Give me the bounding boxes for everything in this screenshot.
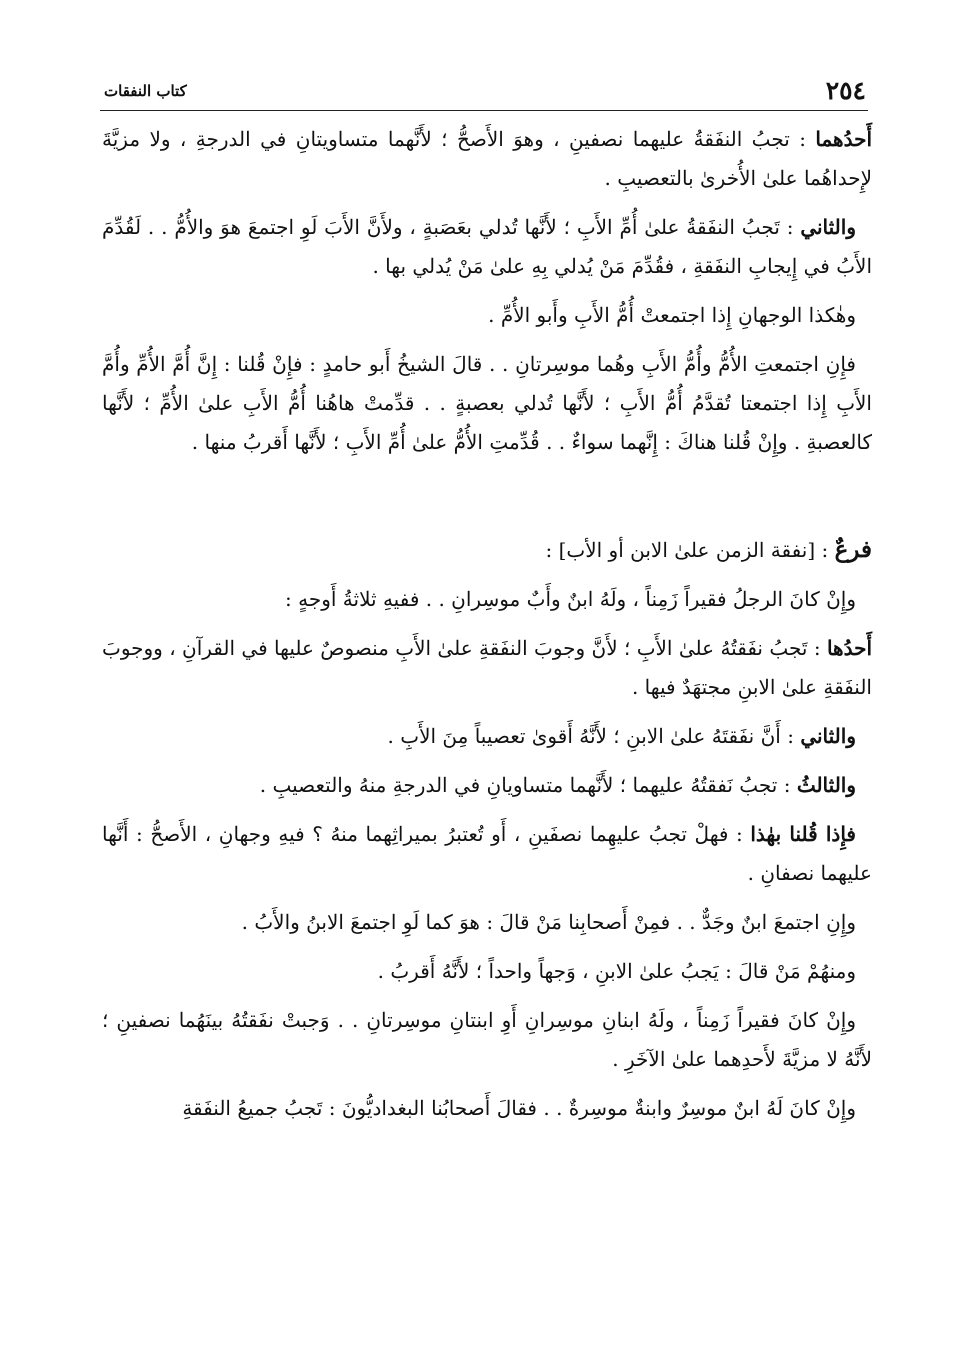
paragraph (102, 580, 872, 619)
section-heading (102, 530, 872, 570)
paragraph-text: وهٰكذا الوجهانِ إِذا اجتمعتْ أُمُّ الأَبِ وأَبو الأُمِّ . (488, 303, 856, 327)
paragraph-text: وإِنْ كانَ الرجلُ فقيراً زَمِناً ، ولَهُ ابنٌ وأَبٌ موسِرانِ . . ففيهِ ثلاثةُ أَوجهٍ : (285, 587, 856, 611)
paragraph-lead: فإِذا قُلنا بهٰذا (750, 822, 856, 846)
paragraph-text: وإِنْ كانَ لَهُ ابنٌ موسِرٌ وابنةٌ موسِرةٌ . . فقالَ أَصحابُنا البغداديُّونَ : تَجبُ جميعُ النفَقةِ (182, 1096, 856, 1120)
section-gap (102, 472, 872, 530)
paragraph (102, 629, 872, 707)
paragraph-lead: أَحدُهما (815, 127, 872, 151)
paragraph-text: : أَنَّ نفَقتَهُ علىٰ الابنِ ؛ لأَنَّهُ أَقوىٰ تعصيباً مِنَ الأَبِ . (387, 724, 801, 748)
paragraph-text: وإِنِ اجتمعَ ابنٌ وجَدٌّ . . فمِنْ أَصحابِنا مَنْ قالَ : هوَ كما لَوِ اجتمعَ الابنُ والأَبُ . (241, 910, 856, 934)
section-title: فرعٌ (834, 536, 872, 563)
paragraph (102, 952, 872, 991)
paragraph (102, 296, 872, 335)
paragraph-text: : تَجبُ نفَقتُهُ علىٰ الأَبِ ؛ لأَنَّ وجوبَ النفَقةِ علىٰ الأَبِ منصوصٌ عليها في القرآنِ ، ووجوبَ النفَقةِ علىٰ الابنِ مجتهَدٌ فيها . (102, 636, 872, 699)
paragraph-text: فإِنِ اجتمعتِ الأُمُّ وأُمُّ الأَبِ وهُما موسِرتانِ . . قالَ الشيخُ أَبو حامدٍ : فإِنْ قُلنا : إِنَّ أُمَّ الأُمِّ وأُمَّ الأَبِ إِذا اجتمعتا تُقدَّمُ أُمُّ الأَبِ ؛ لأَنَّها تُدلي بعصبةٍ . . قدِّمتْ هاهُنا أُمُّ الأَبِ علىٰ الأُمِّ ؛ لأَنَّها كالعصبةِ . وإِنْ قُلنا هناكَ : إِنَّهما سواءٌ . . قُدِّمتِ الأُمُّ علىٰ أُمِّ الأَبِ ؛ لأَنَّها أَقربُ منها . (102, 352, 872, 454)
paragraph (102, 1001, 872, 1079)
running-header (100, 74, 868, 111)
paragraph (102, 717, 872, 756)
paragraph-text: : تَجبُ النفَقةُ علىٰ أُمِّ الأَبِ ؛ لأَنَّها تُدلي بعَصَبةٍ ، ولأَنَّ الأَبَ لَوِ اجتمعَ هوَ والأُمُّ . . لَقُدِّمَ الأَبُ في إِيجابِ النفَقةِ ، فقُدِّمَ مَنْ يُدلي بِهِ علىٰ مَنْ يُدلي بها . (102, 215, 872, 278)
book-title: كتاب النفقات (104, 82, 187, 100)
paragraph (102, 208, 872, 286)
page-body (102, 120, 872, 1138)
paragraph (102, 903, 872, 942)
section-subtitle: : [نفقة الزمن علىٰ الابن أو الأب] : (545, 538, 835, 562)
paragraph (102, 120, 872, 198)
paragraph (102, 815, 872, 893)
paragraph (102, 345, 872, 462)
page-number: ٢٥٤ (825, 76, 866, 105)
paragraph-text: وإِنْ كانَ فقيراً زَمِناً ، ولَهُ ابنانِ موسِرانِ أَوِ ابنتانِ موسِرتانِ . . وَجبتْ نفَقتُهُ بينَهُما نصفينِ ؛ لأَنَّهُ لا مزيَّةَ لأَحدِهما علىٰ الآخَرِ . (102, 1008, 872, 1071)
paragraph-lead: والثالثُ (796, 773, 856, 797)
paragraph-lead: أَحدُها (826, 636, 872, 660)
paragraph-text: : فهلْ تجبُ عليهِما نصفَينِ ، أَو تُعتبرُ بميراثِهما منهُ ؟ فيهِ وجهانِ ، الأَصحُّ : أَنَّها عليهما نصفانِ . (102, 822, 872, 885)
paragraph-text: ومنهُمْ مَنْ قالَ : يَجبُ علىٰ الابنِ ، وَجهاً واحداً ؛ لأَنَّهُ أَقربُ . (377, 959, 856, 983)
paragraph (102, 766, 872, 805)
paragraph (102, 1089, 872, 1128)
paragraph-lead: والثاني (800, 215, 856, 239)
paragraph-text: : تجبُ النفَقةُ عليهما نصفينِ ، وهوَ الأَصحُّ ؛ لأَنَّهما متساويتانِ في الدرجةِ ، ولا مزيَّةَ لإِحداهُما علىٰ الأُخرىٰ بالتعصيبِ . (102, 127, 872, 190)
paragraph-lead: والثاني (800, 724, 856, 748)
paragraph-text: : تجبُ نَفقتُهُ عليهما ؛ لأَنَّهما متساويانِ في الدرجةِ منهُ والتعصيبِ . (259, 773, 797, 797)
